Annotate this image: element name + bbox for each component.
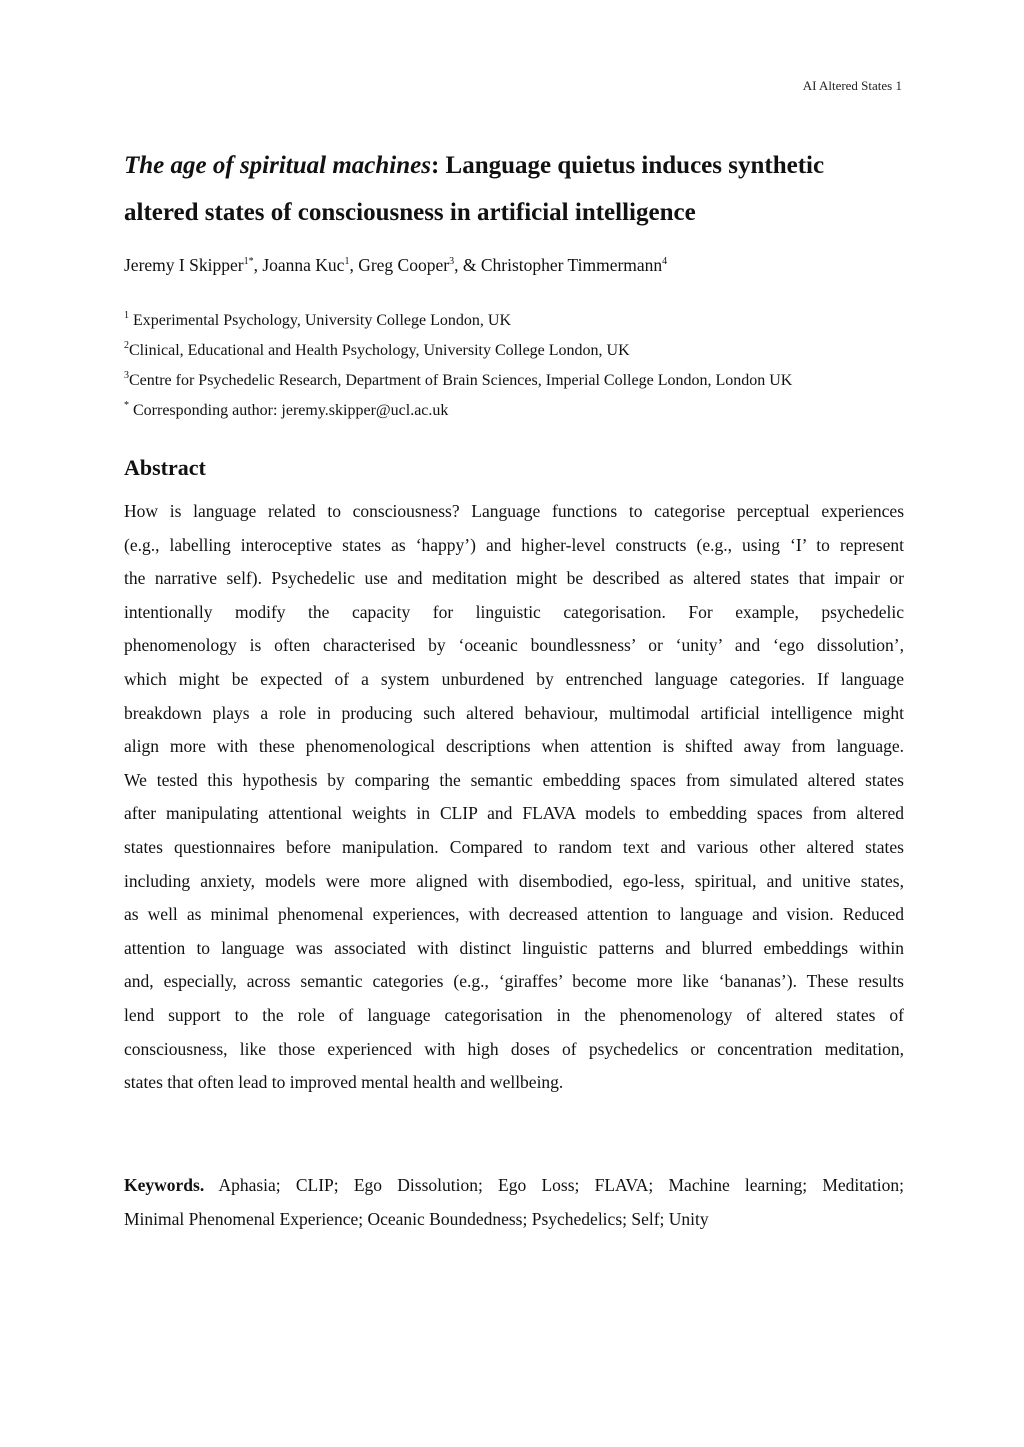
title-rest: : Language quietus induces synthetic <box>430 152 825 179</box>
abstract-line: align more with these phenomenological descriptions when attention is shifted away from language. <box>124 736 904 757</box>
affiliation-marker: * <box>124 400 129 411</box>
affiliation-item <box>124 336 904 366</box>
keywords-line <box>124 1168 904 1202</box>
affiliation-text: Clinical, Educational and Health Psychology, University College London, UK <box>129 342 630 359</box>
abstract-line: and, especially, across semantic categories (e.g., ‘giraffes’ become more like ‘bananas’). These results <box>124 971 904 992</box>
abstract-line: states questionnaires before manipulation. Compared to random text and various other altered states <box>124 836 904 857</box>
affiliation-text: Centre for Psychedelic Research, Department of Brain Sciences, Imperial College London, London UK <box>129 372 793 389</box>
author-affil-sup: 1 <box>344 256 350 267</box>
author-separator: , <box>349 255 359 275</box>
abstract-line: How is language related to consciousness? Language functions to categorise perceptual experiences <box>124 501 904 521</box>
author-affil-sup: 4 <box>662 256 668 267</box>
keywords-line: Minimal Phenomenal Experience; Oceanic Boundedness; Psychedelics; Self; Unity <box>124 1209 709 1229</box>
affiliation-marker: 2 <box>124 340 129 351</box>
abstract-line: lend support to the role of language categorisation in the phenomenology of altered states of <box>124 1004 904 1025</box>
author-name: Jeremy I Skipper <box>124 255 244 275</box>
abstract-line: phenomenology is often characterised by ‘oceanic boundlessness’ or ‘unity’ and ‘ego dissolution’, <box>124 635 904 656</box>
abstract-line: the narrative self). Psychedelic use and meditation might be described as altered states that impair or <box>124 568 904 589</box>
abstract-line: as well as minimal phenomenal experiences, with decreased attention to language and vision. Reduced <box>124 904 904 925</box>
author-separator: , & <box>454 255 481 275</box>
affiliation-text: Experimental Psychology, University College London, UK <box>129 312 512 329</box>
affiliation-item <box>124 366 904 396</box>
abstract-line: breakdown plays a role in producing such altered behaviour, multimodal artificial intelligence might <box>124 702 904 723</box>
abstract-line: after manipulating attentional weights in CLIP and FLAVA models to embedding spaces from altered <box>124 803 904 824</box>
author-name: Greg Cooper <box>358 255 450 275</box>
abstract-line: including anxiety, models were more aligned with disembodied, ego-less, spiritual, and unitive states, <box>124 870 904 891</box>
author-affil-sup: 3 <box>449 256 455 267</box>
author-separator: , <box>253 255 263 275</box>
author-list <box>124 255 667 276</box>
title-italic: The age of spiritual machines <box>124 152 431 179</box>
affiliation-marker: 1 <box>124 310 129 321</box>
keywords-text: Aphasia; CLIP; Ego Dissolution; Ego Loss; FLAVA; Machine learning; Meditation; <box>204 1175 904 1195</box>
abstract-line: We tested this hypothesis by comparing the semantic embedding spaces from simulated altered states <box>124 769 904 790</box>
abstract-line: intentionally modify the capacity for linguistic categorisation. For example, psychedelic <box>124 601 904 622</box>
abstract-line: consciousness, like those experienced with high doses of psychedelics or concentration meditation, <box>124 1038 904 1059</box>
title-line-2: altered states of consciousness in artificial intelligence <box>124 199 696 226</box>
author-name: Joanna Kuc <box>262 255 345 275</box>
running-head: AI Altered States 1 <box>802 78 902 93</box>
affiliation-item <box>124 306 904 336</box>
abstract-line: which might be expected of a system unburdened by entrenched language categories. If language <box>124 668 904 689</box>
keywords <box>124 1168 904 1236</box>
corresponding-author <box>124 396 904 426</box>
abstract-line: attention to language was associated with distinct linguistic patterns and blurred embeddings within <box>124 937 904 958</box>
paper-title <box>124 142 904 236</box>
author-name: Christopher Timmermann <box>480 255 663 275</box>
affiliations <box>124 306 904 426</box>
abstract-line: (e.g., labelling interoceptive states as ‘happy’) and higher-level constructs (e.g., using ‘I’ to represent <box>124 534 904 555</box>
abstract-heading: Abstract <box>124 455 206 480</box>
affiliation-marker: 3 <box>124 370 129 381</box>
author-affil-sup: 1* <box>243 256 254 267</box>
title-line-1 <box>124 142 904 189</box>
keywords-label: Keywords. <box>124 1175 205 1195</box>
affiliation-text: Corresponding author: jeremy.skipper@ucl.ac.uk <box>129 402 449 419</box>
abstract-body <box>124 495 904 1100</box>
abstract-line: states that often lead to improved mental health and wellbeing. <box>124 1072 564 1093</box>
